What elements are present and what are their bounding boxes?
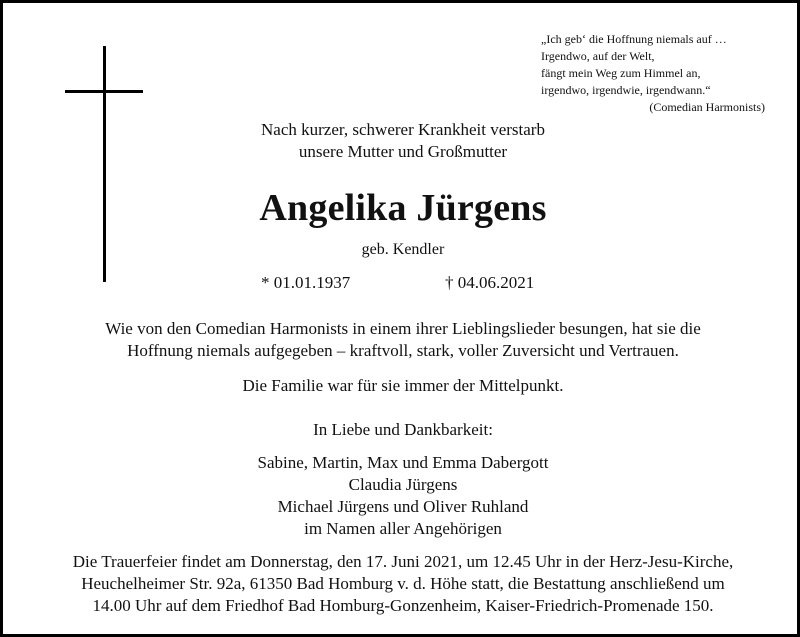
birth-date: * 01.01.1937 <box>261 273 351 292</box>
tribute-text <box>3 318 800 362</box>
service-line: Die Trauerfeier findet am Donnerstag, den 17. Juni 2021, um 12.45 Uhr in der Herz-Jesu-Kirche, <box>72 552 734 571</box>
quote-line: fängt mein Weg zum Himmel an, <box>541 66 701 80</box>
mourner-line: Michael Jürgens und Oliver Ruhland <box>277 497 529 516</box>
quote-line: „Ich geb‘ die Hoffnung niemals auf … <box>541 32 727 46</box>
intro-text <box>3 119 800 163</box>
cross-icon-bar <box>65 90 143 93</box>
tribute-line: Hoffnung niemals aufgegeben – kraftvoll, stark, voller Zuversicht und Vertrauen. <box>127 341 679 360</box>
tribute-line: Wie von den Comedian Harmonists in einem ihrer Lieblingslieder besungen, hat sie die <box>105 319 701 338</box>
quote-block <box>541 31 781 99</box>
quote-source: (Comedian Harmonists) <box>649 100 765 114</box>
service-line: Heuchelheimer Str. 92a, 61350 Bad Homburg v. d. Höhe statt, die Bestattung anschließend um <box>81 574 725 593</box>
deceased-name: Angelika Jürgens <box>259 187 547 229</box>
mourner-line: Claudia Jürgens <box>348 475 458 494</box>
intro-line: Nach kurzer, schwerer Krankheit verstarb <box>261 120 545 139</box>
service-info <box>3 551 800 617</box>
quote-line: irgendwo, irgendwie, irgendwann.“ <box>541 83 711 97</box>
mourners-list <box>3 452 800 540</box>
death-date: † 04.06.2021 <box>445 273 535 292</box>
family-line: Die Familie war für sie immer der Mittelpunkt. <box>242 376 564 395</box>
mourner-line: im Namen aller Angehörigen <box>304 519 502 538</box>
closing-line: In Liebe und Dankbarkeit: <box>313 420 493 439</box>
intro-line: unsere Mutter und Großmutter <box>298 142 508 161</box>
mourner-line: Sabine, Martin, Max und Emma Dabergott <box>257 453 549 472</box>
birth-name: geb. Kendler <box>361 241 445 258</box>
service-line: 14.00 Uhr auf dem Friedhof Bad Homburg-Gonzenheim, Kaiser-Friedrich-Promenade 150. <box>92 596 714 615</box>
quote-line: Irgendwo, auf der Welt, <box>541 49 655 63</box>
